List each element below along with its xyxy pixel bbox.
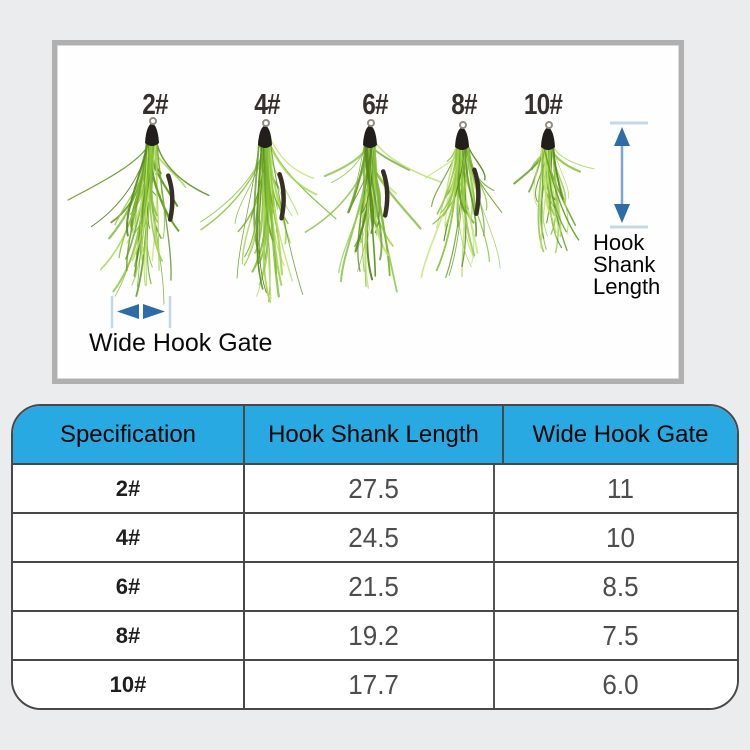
hook-point [383,171,387,215]
spec-cell: 10# [13,661,245,708]
table-header-row [13,406,737,463]
spec-cell: 6# [13,563,245,610]
table-row [13,610,737,659]
size-label-8: 8# [451,89,477,121]
gate-cell: 10 [606,521,635,553]
size-label-6: 6# [362,89,388,121]
hook-eye-icon [546,122,552,128]
gate-cell: 6.0 [602,668,639,700]
hook-point [168,176,172,220]
fly-4# [201,120,336,302]
fly-head [541,127,555,150]
shank-cell: 21.5 [254,563,495,610]
hook-shank-length-label: Hook Shank Length [593,230,661,299]
gate-cell: 8.5 [602,570,639,602]
fly-6# [306,120,442,292]
fly-head [145,123,159,146]
table-row [13,463,737,512]
size-label-2: 2# [142,89,168,121]
shank-cell: 19.2 [254,612,495,659]
fly-10# [514,122,594,252]
spec-cell: 4# [13,514,245,561]
fly-head [363,125,377,148]
product-photo-frame [52,40,684,384]
table-row [13,659,737,708]
fly-8# [421,122,501,278]
hook-shank-length-arrow-icon [607,119,653,231]
table-row [13,561,737,610]
gate-cell: 7.5 [602,619,639,651]
fly-2# [68,118,209,304]
col-header-specification: Specification [13,406,245,463]
hook-eye-icon [460,122,466,128]
spec-cell: 8# [13,612,245,659]
col-header-wide-hook-gate: Wide Hook Gate [532,420,709,448]
size-label-10: 10# [523,89,563,121]
shank-cell: 17.7 [254,661,495,708]
spec-cell: 2# [13,465,245,512]
fly-head [258,125,272,148]
col-header-hook-shank-length: Hook Shank Length [245,406,504,463]
shank-cell: 24.5 [254,514,495,561]
shank-cell: 27.5 [254,465,495,512]
wide-hook-gate-arrow-icon [107,293,175,331]
fly-head [455,127,469,150]
wide-hook-gate-label: Wide Hook Gate [89,329,273,357]
spec-table [11,404,739,710]
size-label-4: 4# [254,89,280,121]
table-row [13,512,737,561]
gate-cell: 11 [606,472,635,504]
